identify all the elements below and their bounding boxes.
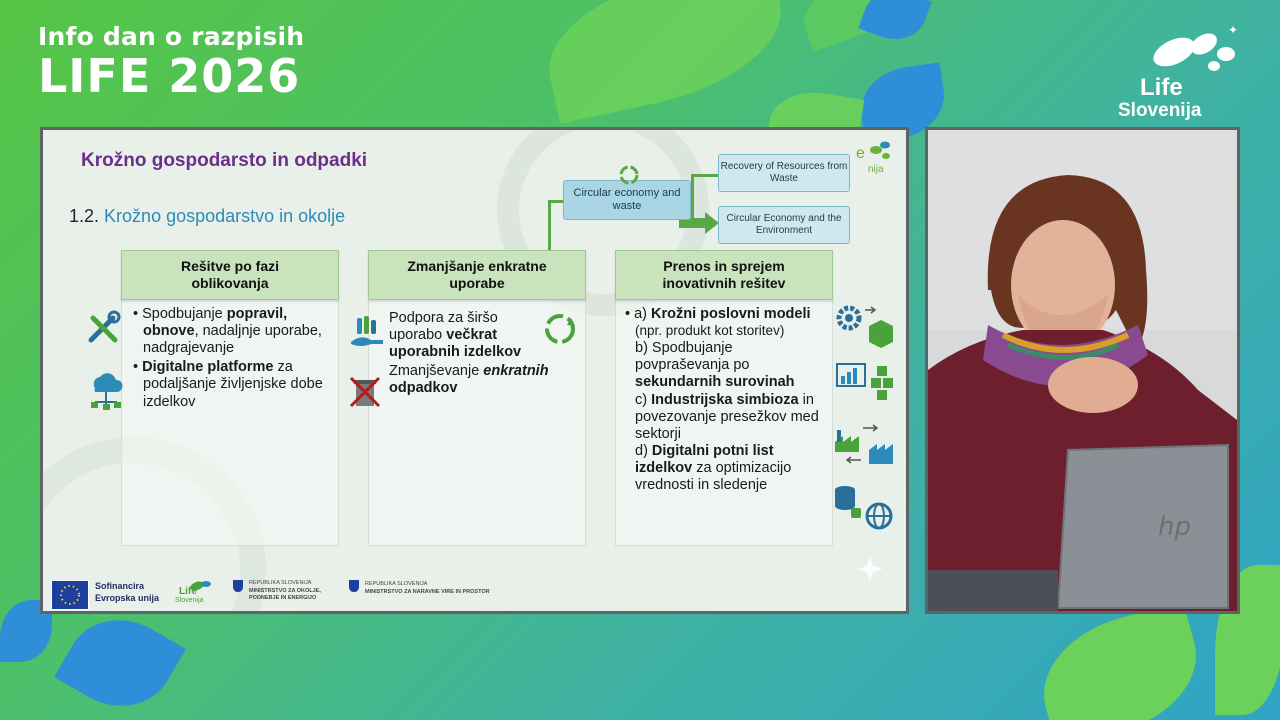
- event-title-line1: Info dan o razpisih: [38, 22, 305, 51]
- tools-icon: [85, 310, 121, 346]
- c3i3-pre: c): [635, 391, 652, 408]
- c3i2-bold1: sekundarnih surovinah: [635, 374, 795, 391]
- life-small-logo: Life: [179, 586, 197, 597]
- c2i1-pre: Podpora za širšo uporabo: [389, 310, 498, 344]
- c1i1-post: , nadaljnje uporabe, nadgrajevanje: [143, 323, 322, 357]
- svg-text:e: e: [856, 145, 865, 162]
- column-1-item-1: • Spodbujanje popravil, obnove, nadaljnje uporabe, nadgrajevanje: [133, 306, 322, 357]
- column-2-heading: [368, 250, 586, 300]
- column-3-body: [623, 306, 823, 494]
- eu-cofunded-line1: Sofinancira: [95, 581, 145, 591]
- column-2-heading-text: Zmanjšanje enkratne uporabe: [407, 257, 547, 291]
- crossed-bin-icon: [347, 374, 383, 410]
- presentation-slide: [40, 127, 909, 614]
- flow-box-recovery: [718, 154, 850, 192]
- event-title: [38, 22, 304, 103]
- bg-leaf-7: [54, 599, 186, 720]
- coat-of-arms-icon-2: [349, 580, 359, 592]
- c2i2-bold1: enkratnih: [483, 363, 549, 380]
- sparkle-icon: [855, 554, 885, 584]
- c3i1-post: (npr. produkt kot storitev): [635, 323, 785, 339]
- c1i1-bold2: obnove: [143, 323, 195, 340]
- subtitle-number: 1.2.: [69, 206, 100, 226]
- svg-text:✦: ✦: [1228, 24, 1239, 37]
- recycle-icon: [541, 310, 579, 348]
- flow-connector-r1: [691, 174, 718, 177]
- flow-box-circular-environment: [718, 206, 850, 244]
- enija-logo-text: nija: [868, 164, 884, 175]
- bg-leaf-8: [1028, 601, 1211, 720]
- column-3-item-2: [623, 340, 823, 391]
- column-2-body: [389, 310, 554, 398]
- ministry2-line2: MINISTRSTVO ZA NARAVNE VIRE IN PROSTOR: [365, 589, 490, 595]
- coat-of-arms-icon-1: [233, 580, 243, 592]
- ministry2-line1: REPUBLIKA SLOVENIJA: [365, 581, 428, 587]
- column-3-item-4: [623, 443, 823, 494]
- column-1-heading-text: Rešitve po fazi oblikovanja: [180, 257, 280, 291]
- svg-text:hp: hp: [1158, 512, 1191, 542]
- speaker-photo: [928, 130, 1237, 611]
- bg-leaf-1: [535, 0, 795, 124]
- column-3-item-3: [623, 392, 823, 443]
- eu-cofunded-line2: Evropska unija: [95, 593, 160, 603]
- c3i1-pre: a): [634, 306, 652, 322]
- brand-line2: Slovenija: [1118, 100, 1202, 121]
- speaker-video-feed: [925, 127, 1240, 614]
- column-3-heading: [615, 250, 833, 300]
- slide-title: Krožno gospodarsto in odpadki: [81, 150, 368, 171]
- c3i4-post: za optimizacijo vrednosti in sledenje: [635, 459, 792, 494]
- c1i2-post: za podaljšanje življenjske dobe izdelkov: [143, 359, 323, 410]
- column-3-item-1: • a) Krožni poslovni modeli (npr. produkt kot storitev): [625, 306, 811, 339]
- enija-leaves-icon: [852, 136, 896, 166]
- life-small-logo-2: Slovenija: [175, 597, 204, 604]
- column-3-heading-text: Prenos in sprejem inovativnih rešitev: [662, 257, 786, 291]
- flow-connector-vertical: [548, 200, 551, 253]
- column-1-heading: [121, 250, 339, 300]
- c1i2-bold1: Digitalne platforme: [142, 359, 274, 376]
- eu-flag-icon: [51, 580, 89, 610]
- gear-box-icon: [835, 304, 897, 350]
- factory-exchange-icon: [833, 420, 897, 468]
- ministry1-line2: MINISTRSTVO ZA OKOLJE,: [249, 588, 321, 594]
- enija-logo: [852, 136, 896, 180]
- ministry1-line1: REPUBLIKA SLOVENIJA: [249, 580, 312, 586]
- flow-right1-label: Recovery of Resources from Waste: [720, 161, 848, 184]
- c3i3-post: in povezovanje presežkov med sektorji: [635, 391, 819, 442]
- c2i2-post: odpadkov: [389, 380, 458, 397]
- slide-subtitle: [69, 206, 345, 227]
- c2i2-pre: Zmanjševanje: [389, 363, 484, 380]
- c3i3-bold1: Industrijska simbioza: [651, 391, 799, 408]
- column-2-item-1: [389, 310, 554, 361]
- flow-main-label: Circular economy and waste: [573, 186, 681, 212]
- brand-line1: Life: [1140, 74, 1183, 101]
- c3i2-pre: b) Spodbujanje povpraševanja po: [635, 340, 750, 374]
- c3i4-pre: d): [635, 442, 652, 459]
- event-title-line2: LIFE 2026: [38, 49, 301, 103]
- data-globe-icon: [833, 482, 897, 532]
- flow-connector-horizontal: [548, 200, 564, 203]
- leaves-logo-icon: [1152, 24, 1242, 74]
- c1i1-bold1: popravil,: [226, 306, 288, 322]
- ministry1-line3: PODNEBJE IN ENERGIJO: [249, 595, 317, 601]
- column-1-item-2: • Digitalne platforme za podaljšanje življenjske dobe izdelkov: [133, 359, 323, 410]
- bg-leaf-3: [858, 0, 931, 49]
- subtitle-text: Krožno gospodarstvo in okolje: [104, 206, 346, 226]
- flow-right2-label: Circular Economy and the Environment: [726, 213, 842, 236]
- slide-footer: [51, 578, 531, 612]
- hand-bottles-icon: [349, 314, 387, 352]
- chart-boxes-icon: [835, 360, 897, 402]
- life-slovenija-logo: [1112, 18, 1252, 121]
- small-recycle-icon: [618, 164, 640, 186]
- column-2-item-2: [389, 363, 554, 397]
- c2i1-bold1: večkrat uporabnih izdelkov: [389, 327, 522, 361]
- column-1-body: [129, 306, 329, 411]
- c3i4-bold1: Digitalni potni list izdelkov: [635, 442, 774, 476]
- c3i1-bold1: Krožni poslovni modeli: [651, 306, 811, 322]
- flow-box-main: [563, 180, 691, 220]
- c1i1-pre: Spodbujanje: [142, 306, 227, 322]
- cloud-network-icon: [87, 368, 125, 412]
